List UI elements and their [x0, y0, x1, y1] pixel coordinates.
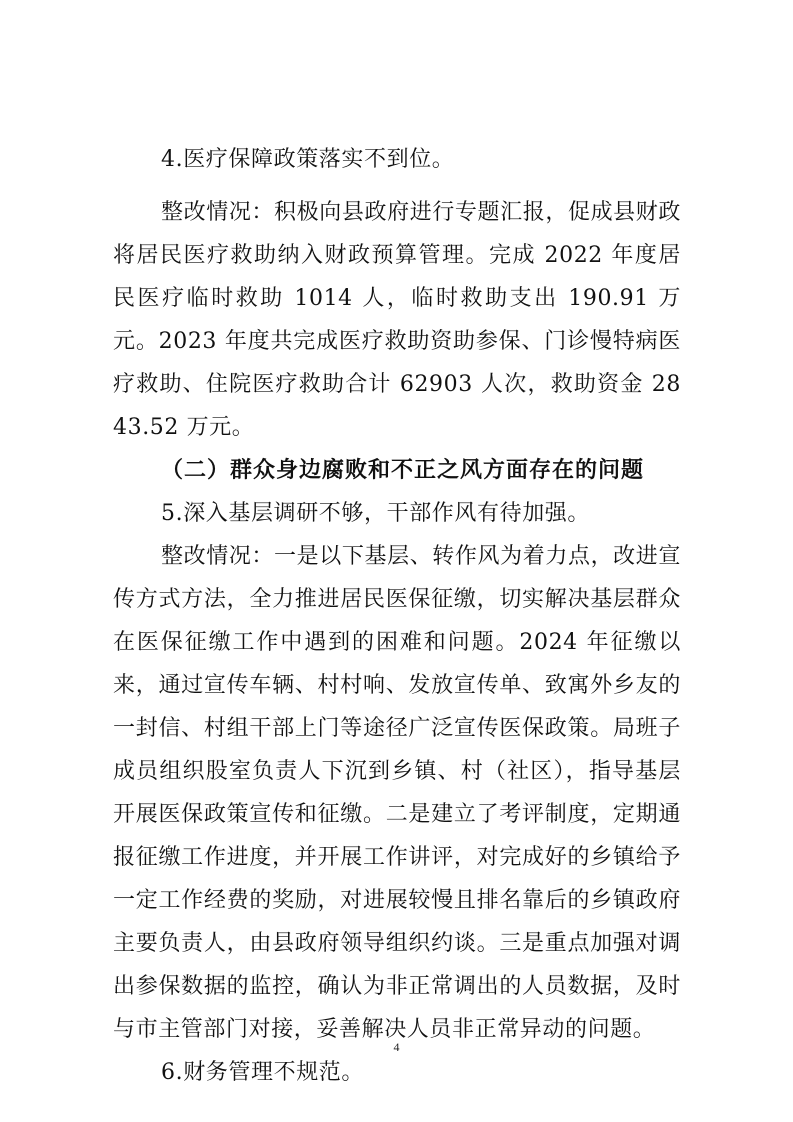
item-5-rectification: 整改情况：一是以下基层、转作风为着力点，改进宣传方式方法，全力推进居民医保征缴，切实解决基层群众在医保征缴工作中遇到的困难和问题。2024 年征缴以来，通过宣传车辆、村村响、发放宣传单、致寓外乡友的一封信、村组干部上门等途径广泛宣传医保政策。局班子成员组织股室负责人下沉到乡镇、村（社区），指导基层开展医保政策宣传和征缴。二是建立了考评制度，定期通报征缴工作进度，并开展工作讲评，对完成好的乡镇给予一定工作经费的奖励，对进展较慢且排名靠后的乡镇政府主要负责人，由县政府领导组织约谈。三是重点加强对调出参保数据的监控，确认为非正常调出的人员数据，及时与市主管部门对接，妥善解决人员非正常异动的问题。 — [113, 544, 681, 1042]
item-4-title: 4.医疗保障政策落实不到位。 — [161, 147, 455, 172]
item-6-title: 6.财务管理不规范。 — [161, 1060, 364, 1085]
document-body — [113, 138, 681, 1094]
item-4-rectification: 整改情况：积极向县政府进行专题汇报，促成县财政将居民医疗救助纳入财政预算管理。完成 2022 年度居民医疗临时救助 1014 人，临时救助支出 190.91 万元。2023 年度共完成医疗救助资助参保、门诊慢特病医疗救助、住院医疗救助合计 62903 人次，救助资金 2843.52 万元。 — [113, 200, 681, 440]
page-number: 4 — [393, 1040, 400, 1054]
section-2-heading: （二）群众身边腐败和不正之风方面存在的问题 — [161, 458, 645, 483]
item-5-title: 5.深入基层调研不够，干部作风有待加强。 — [161, 501, 590, 526]
